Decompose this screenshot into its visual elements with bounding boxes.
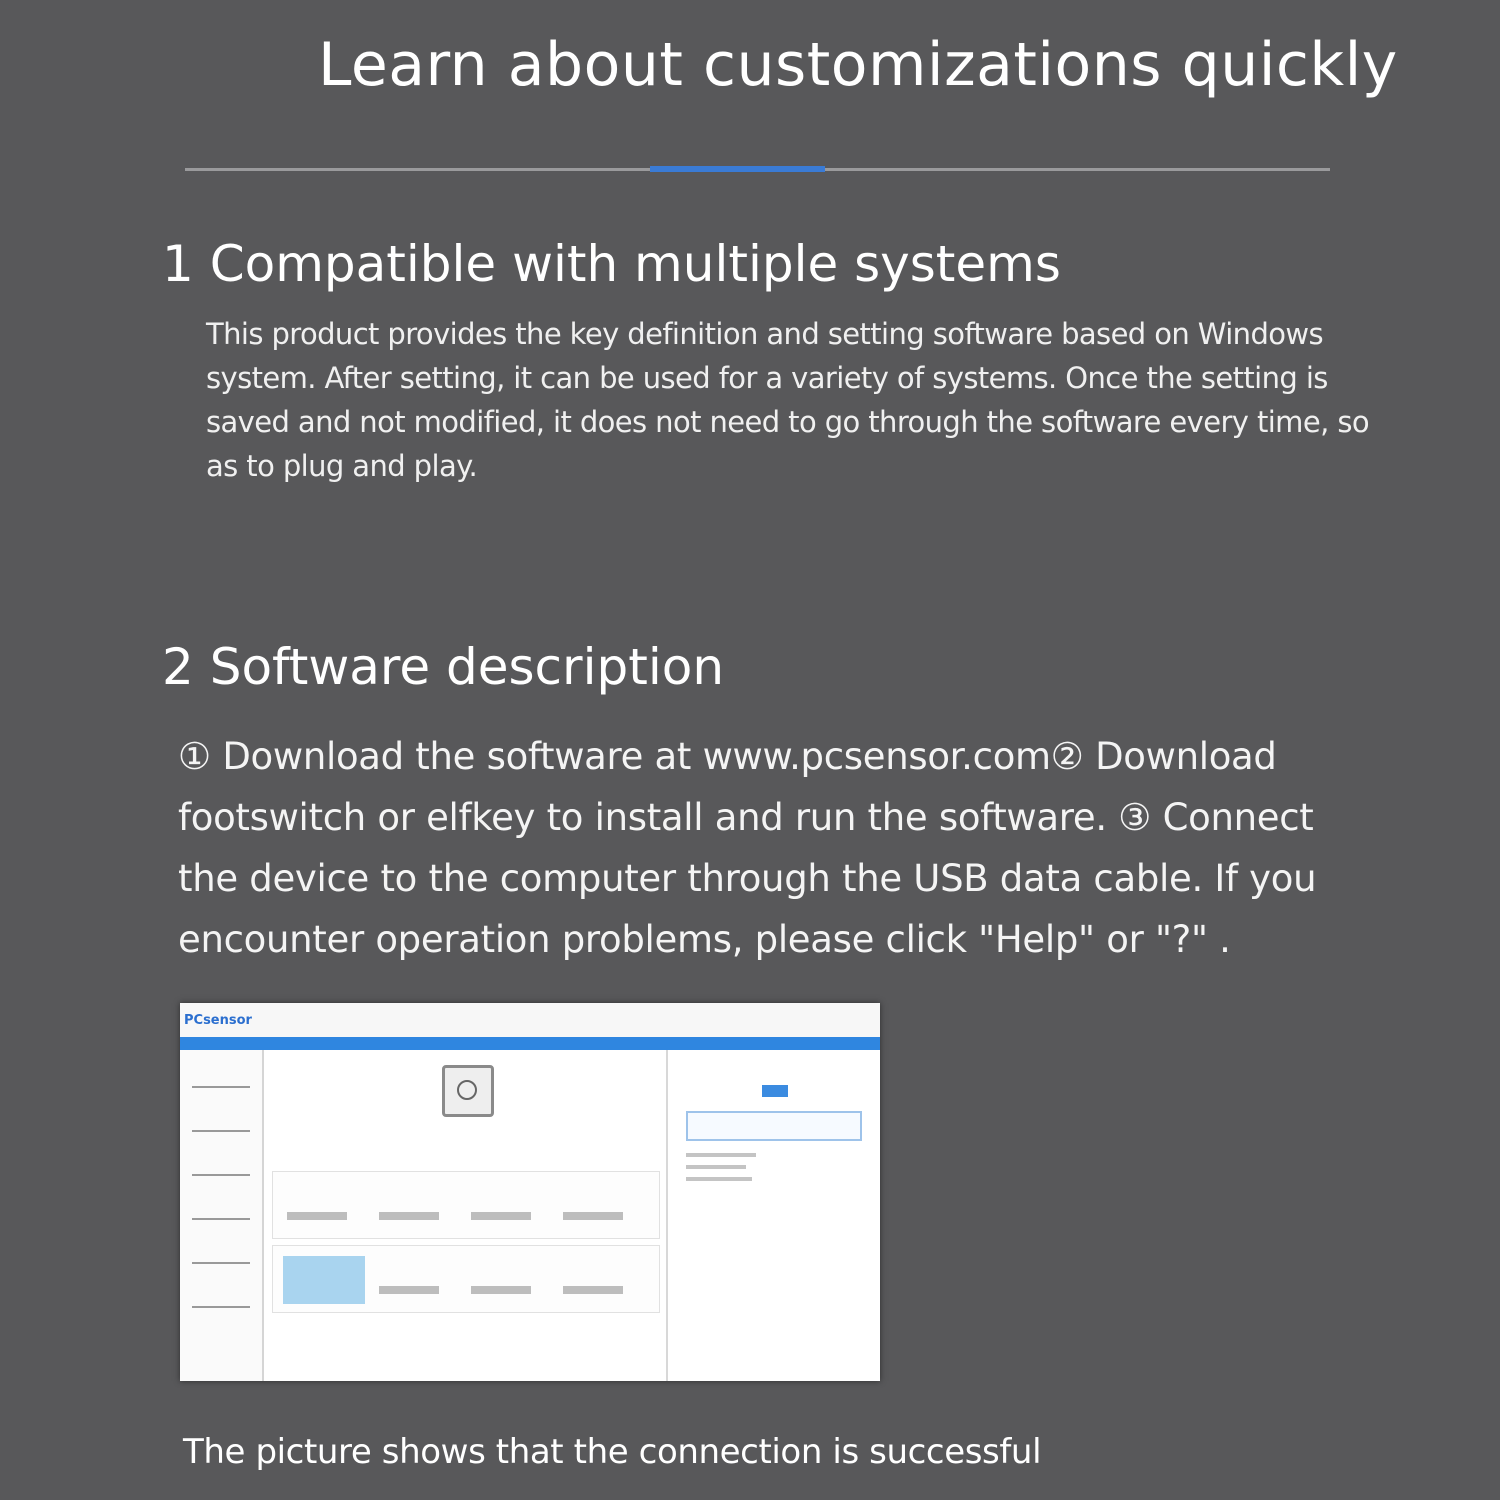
device-icon [192,1152,250,1176]
software-logo: PCsensor [184,1013,252,1028]
software-button [762,1085,788,1097]
section-2-heading: 2 Software description [162,638,725,696]
pedal-icon [442,1065,494,1117]
software-input-box [686,1111,862,1141]
software-blue-bar [180,1037,880,1050]
right-panel-line [686,1153,756,1157]
key-panel-row-1 [272,1171,660,1239]
section-2-body: ① Download the software at www.pcsensor.com② Download footswitch or elfkey to install and run the software. ③ Connect the device to the computer through the USB data cable. If you encounter operation problems, please click "Help" or "?" . [178,735,1317,961]
software-right-panel [670,1050,880,1381]
page-title: Learn about customizations quickly [318,30,1398,100]
device-icon [192,1284,250,1308]
device-icon [192,1108,250,1132]
key-panel-row-2 [272,1245,660,1313]
device-icon [192,1064,250,1088]
software-titlebar [180,1003,880,1037]
right-panel-line [686,1165,746,1169]
device-icon [192,1240,250,1264]
software-screenshot [180,1003,880,1381]
title-divider-accent [650,166,825,172]
section-1-heading: 1 Compatible with multiple systems [162,235,1061,293]
screenshot-caption: The picture shows that the connection is successful [183,1432,1042,1472]
right-panel-line [686,1177,752,1181]
section-1-body: This product provides the key definition and setting software based on Windows system. After setting, it can be used for a variety of systems. Once the setting is saved and not modified, it does not need to go through the software every time, so as to plug and play. [206,317,1369,483]
software-sidebar [180,1050,264,1381]
device-icon [192,1196,250,1220]
